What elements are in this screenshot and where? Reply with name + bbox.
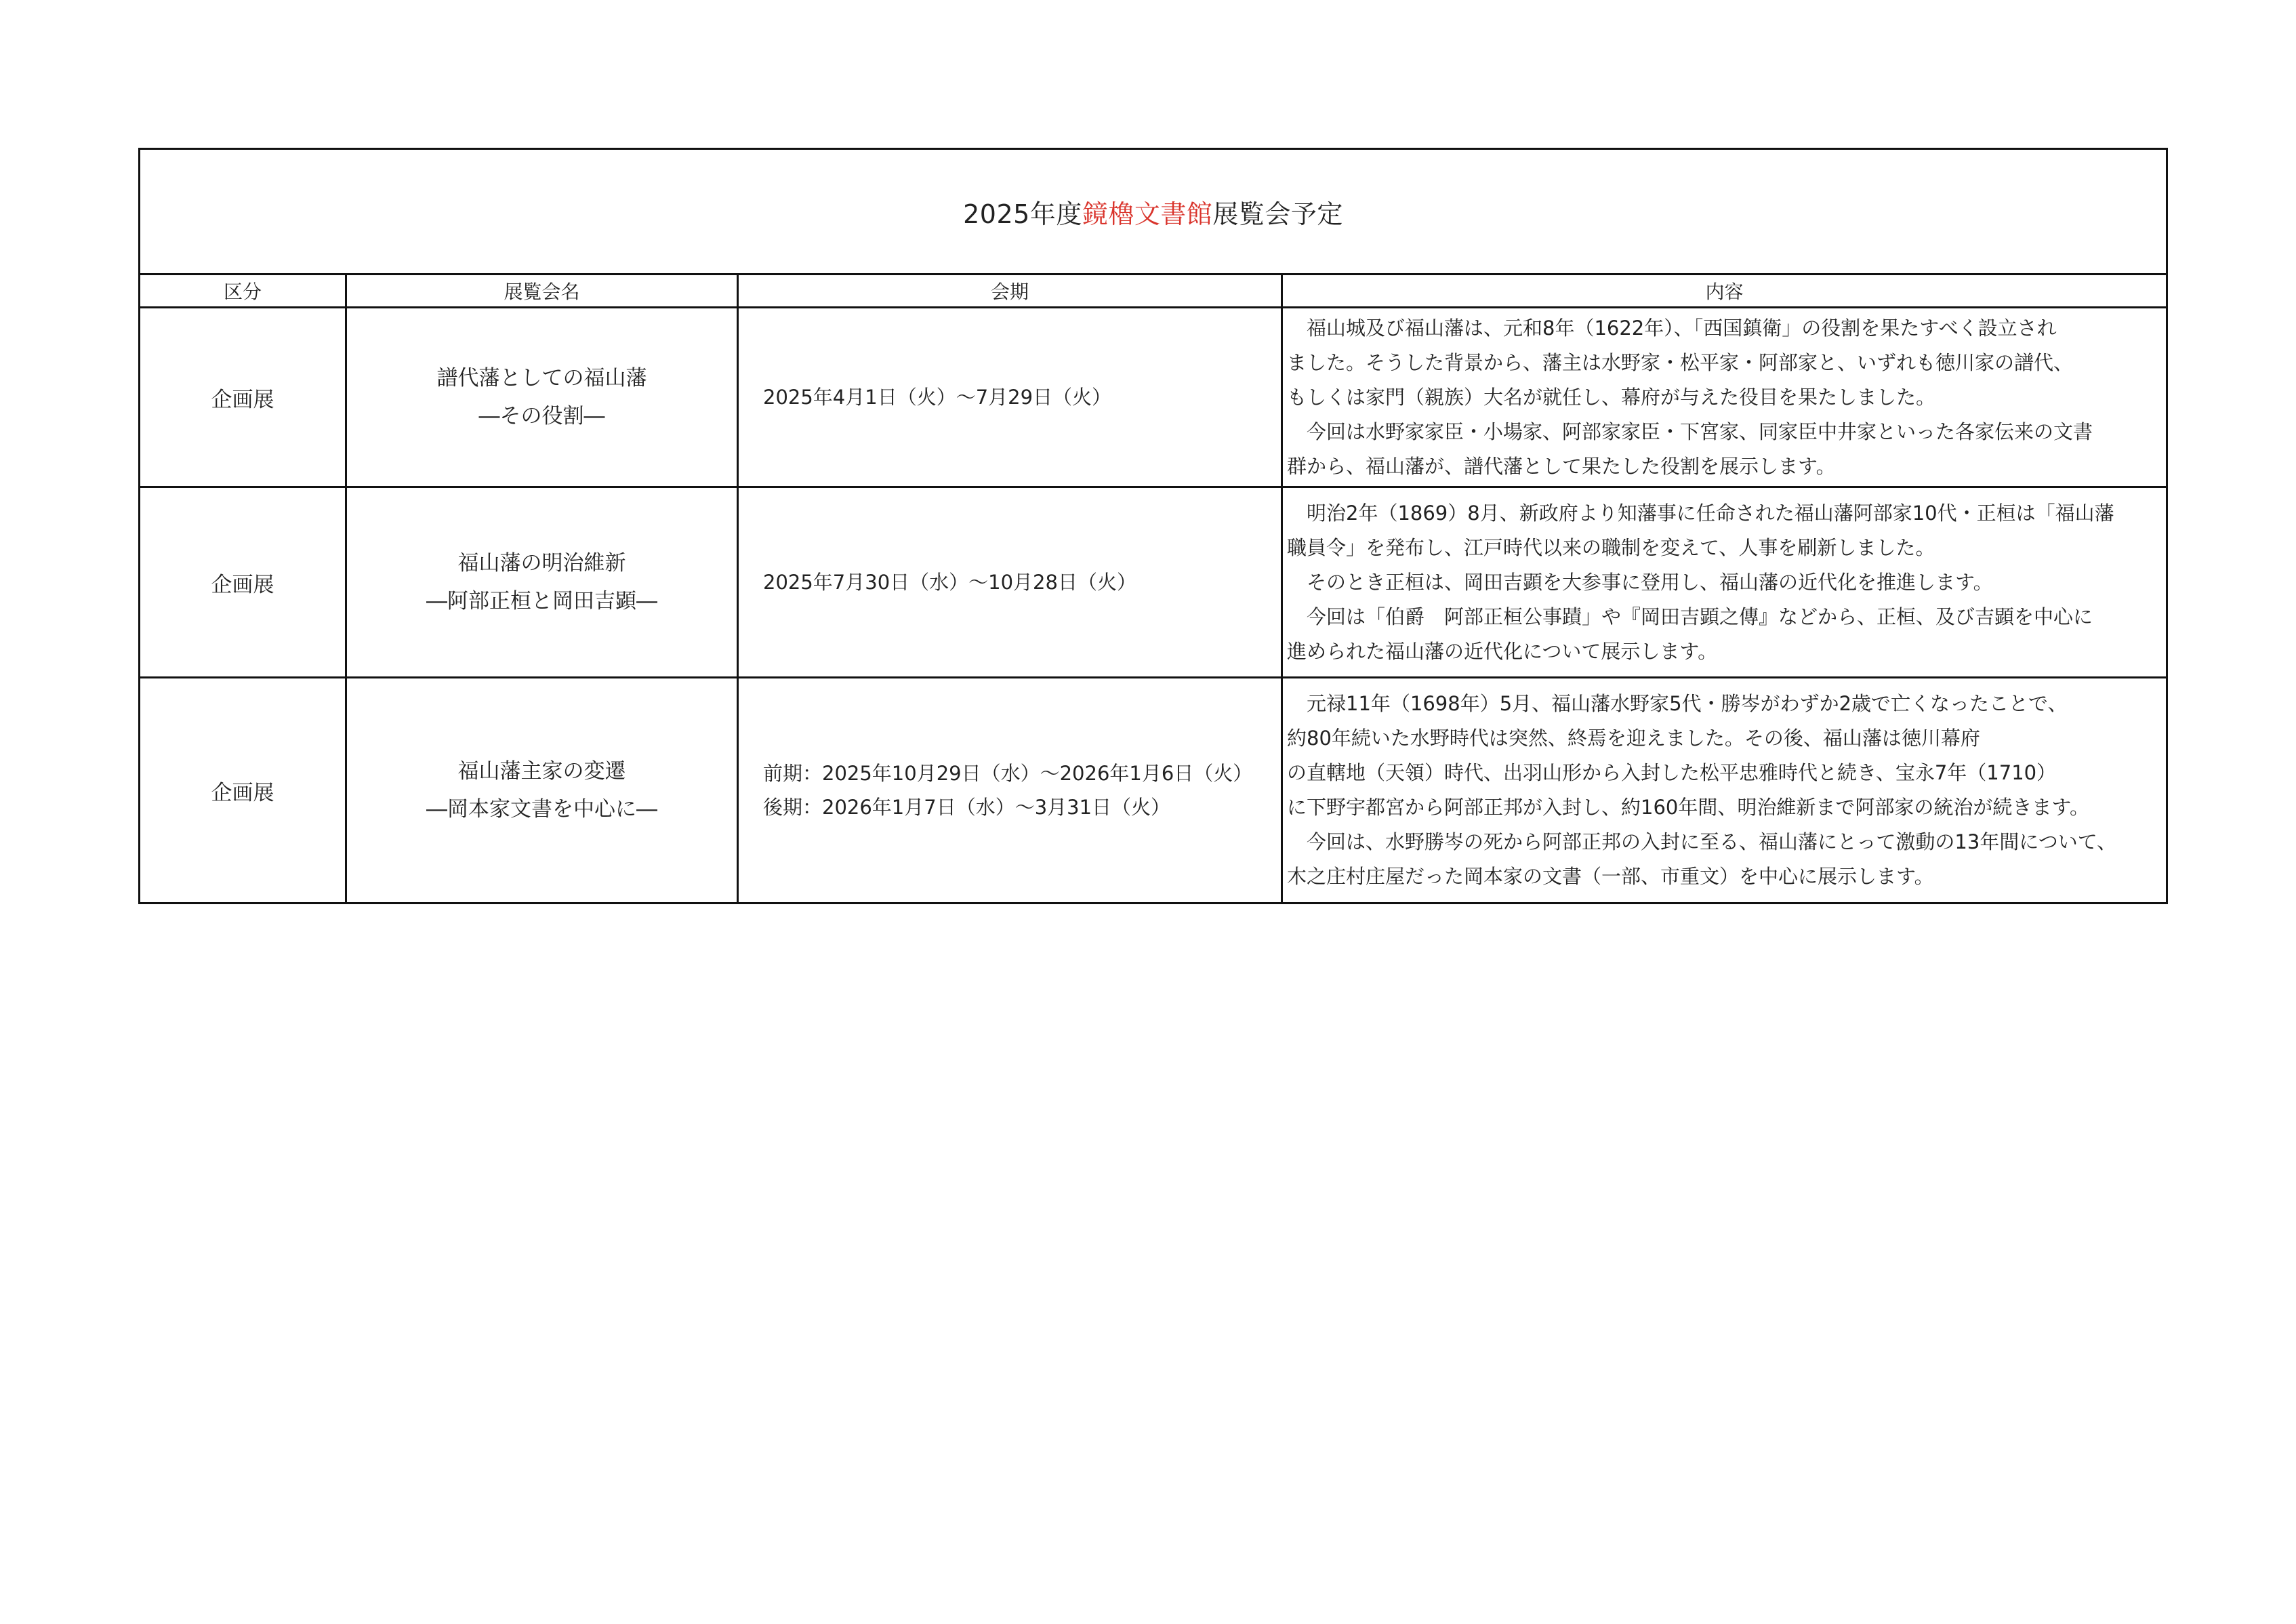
header-content: 内容	[1282, 275, 2167, 308]
title-accent: 鏡櫓文書館	[1082, 199, 1213, 229]
title-prefix: 2025年度	[963, 199, 1082, 229]
exhibition-subtitle: ―岡本家文書を中心に―	[426, 797, 657, 821]
table-row	[140, 678, 2167, 904]
row-exhibition-name	[346, 487, 738, 678]
content-line: 今回は、水野勝岑の死から阿部正邦の入封に至る、福山藩にとって激動の13年間について、	[1287, 830, 2117, 853]
row-content	[1282, 487, 2167, 678]
row-category: 企画展	[140, 308, 346, 487]
content-line: 明治2年（1869）8月、新政府より知藩事に任命された福山藩阿部家10代・正桓は「福山藩	[1287, 501, 2114, 525]
content-line: 今回は「伯爵 阿部正桓公事蹟」や『岡田吉顕之傳』などから、正桓、及び吉顕を中心に	[1287, 605, 2093, 628]
table-row	[140, 487, 2167, 678]
exhibition-title: 譜代藩としての福山藩	[436, 366, 647, 390]
exhibition-schedule-table	[138, 148, 2168, 904]
row-category: 企画展	[140, 678, 346, 904]
row-period	[738, 487, 1282, 678]
exhibition-subtitle: ―その役割―	[478, 404, 605, 428]
row-category: 企画展	[140, 487, 346, 678]
period-line: 2025年7月30日（水）～10月28日（火）	[763, 571, 1136, 594]
content-line: 元禄11年（1698年）5月、福山藩水野家5代・勝岑がわずか2歳で亡くなったことで、	[1287, 692, 2068, 715]
row-period	[738, 678, 1282, 904]
row-exhibition-name	[346, 308, 738, 487]
exhibition-subtitle: ―阿部正桓と岡田吉顕―	[426, 589, 657, 613]
header-period: 会期	[738, 275, 1282, 308]
content-line: 職員令」を発布し、江戸時代以来の職制を変えて、人事を刷新しました。	[1287, 535, 1935, 559]
period-line-first-half: 前期：2025年10月29日（水）～2026年1月6日（火）	[763, 762, 1253, 785]
row-content	[1282, 308, 2167, 487]
period-line: 2025年4月1日（火）～7月29日（火）	[763, 386, 1112, 409]
row-period	[738, 308, 1282, 487]
content-line: 木之庄村庄屋だった岡本家の文書（一部、市重文）を中心に展示します。	[1287, 865, 1934, 888]
table-row	[140, 308, 2167, 487]
period-line-second-half: 後期：2026年1月7日（水）～3月31日（火）	[763, 796, 1171, 819]
content-line: ました。そうした背景から、藩主は水野家・松平家・阿部家と、いずれも徳川家の譜代、	[1287, 350, 2074, 374]
content-line: そのとき正桓は、岡田吉顕を大参事に登用し、福山藩の近代化を推進します。	[1287, 570, 1993, 594]
content-line: 福山城及び福山藩は、元和8年（1622年）、「西国鎮衛」の役割を果たすべく設立され	[1287, 316, 2057, 340]
exhibition-title: 福山藩の明治維新	[457, 551, 626, 575]
content-line: 約80年続いた水野時代は突然、終焉を迎えました。その後、福山藩は徳川幕府	[1287, 727, 1980, 750]
row-content	[1282, 678, 2167, 904]
content-line: の直轄地（天領）時代、出羽山形から入封した松平忠雅時代と続き、宝永7年（1710）	[1287, 761, 2057, 784]
content-line: 今回は水野家家臣・小場家、阿部家家臣・下宮家、同家臣中井家といった各家伝来の文書	[1287, 420, 2093, 443]
row-exhibition-name	[346, 678, 738, 904]
exhibition-title: 福山藩主家の変遷	[457, 759, 626, 784]
header-name: 展覧会名	[346, 275, 738, 308]
title-suffix: 展覧会予定	[1212, 199, 1343, 229]
table-header-row	[140, 275, 2167, 308]
page-title	[140, 149, 2167, 275]
content-line: 進められた福山藩の近代化について展示します。	[1287, 639, 1718, 663]
content-line: に下野宇都宮から阿部正邦が入封し、約160年間、明治維新まで阿部家の統治が続きます。	[1287, 796, 2090, 819]
header-category: 区分	[140, 275, 346, 308]
content-line: 群から、福山藩が、譜代藩として果たした役割を展示します。	[1287, 454, 1836, 478]
content-line: もしくは家門（親族）大名が就任し、幕府が与えた役目を果たしました。	[1287, 385, 1936, 409]
